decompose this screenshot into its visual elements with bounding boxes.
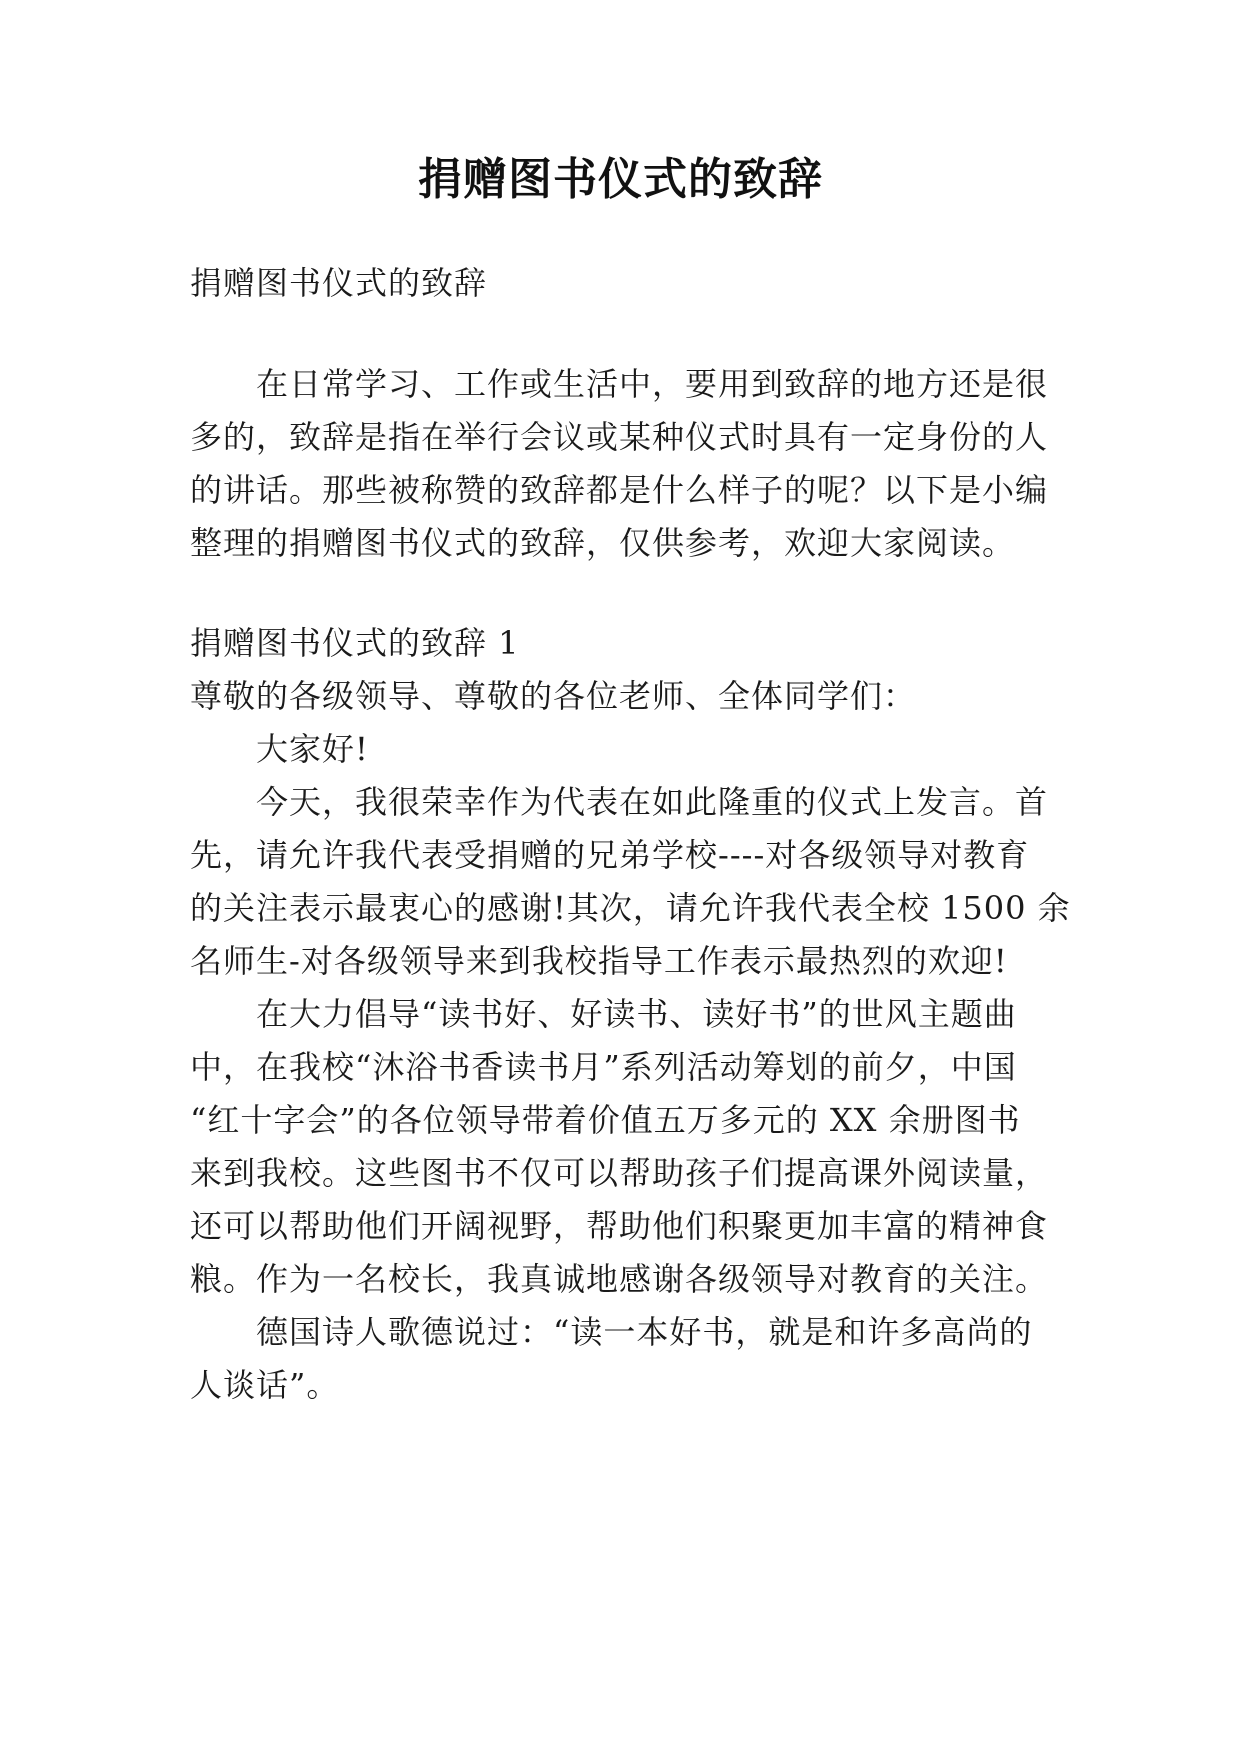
greeting: 大家好! xyxy=(256,730,369,768)
intro-line-1: 在日常学习、工作或生活中，要用到致辞的地方还是很 xyxy=(256,365,1049,403)
intro-line-2: 多的，致辞是指在举行会议或某种仪式时具有一定身份的人 xyxy=(190,418,1049,456)
para3-line-2: 人谈话”。 xyxy=(190,1366,340,1404)
para1-line-2: 先，请允许我代表受捐赠的兄弟学校----对各级领导对教育 xyxy=(190,836,1030,874)
para1-line-3: 的关注表示最衷心的感谢!其次，请允许我代表全校 1500 余 xyxy=(190,889,1071,927)
para2-line-4: 来到我校。这些图书不仅可以帮助孩子们提高课外阅读量， xyxy=(190,1154,1049,1192)
section-heading: 捐赠图书仪式的致辞 1 xyxy=(190,624,520,662)
para3-line-1: 德国诗人歌德说过：“读一本好书，就是和许多高尚的 xyxy=(256,1313,1033,1351)
para2-line-2: 中，在我校“沐浴书香读书月”系列活动筹划的前夕，中国 xyxy=(190,1048,1017,1086)
para2-line-6: 粮。作为一名校长，我真诚地感谢各级领导对教育的关注。 xyxy=(190,1260,1049,1298)
intro-line-4: 整理的捐赠图书仪式的致辞，仅供参考，欢迎大家阅读。 xyxy=(190,524,1016,562)
para2-line-1: 在大力倡导“读书好、好读书、读好书”的世风主题曲 xyxy=(256,995,1017,1033)
para1-line-1: 今天，我很荣幸作为代表在如此隆重的仪式上发言。首 xyxy=(256,783,1049,821)
para1-line-4: 名师生-对各级领导来到我校指导工作表示最热烈的欢迎! xyxy=(190,942,1008,980)
salutation: 尊敬的各级领导、尊敬的各位老师、全体同学们： xyxy=(190,677,917,715)
para2-line-5: 还可以帮助他们开阔视野，帮助他们积聚更加丰富的精神食 xyxy=(190,1207,1049,1245)
document-title: 捐赠图书仪式的致辞 xyxy=(418,154,823,205)
document-subtitle: 捐赠图书仪式的致辞 xyxy=(190,264,488,302)
intro-line-3: 的讲话。那些被称赞的致辞都是什么样子的呢？以下是小编 xyxy=(190,471,1049,509)
para2-line-3: “红十字会”的各位领导带着价值五万多元的 XX 余册图书 xyxy=(190,1101,1021,1139)
